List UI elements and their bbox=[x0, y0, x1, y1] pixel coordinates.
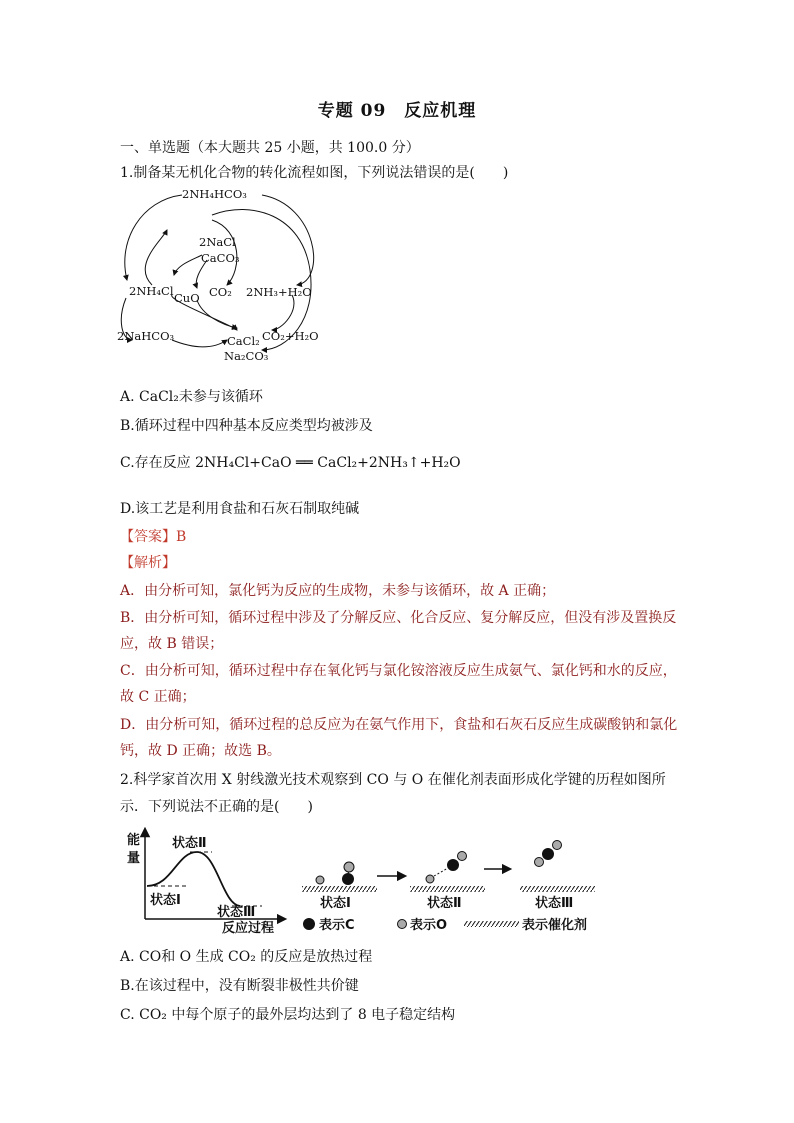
label-nh4hco3: 2NH₄HCO₃ bbox=[182, 187, 247, 201]
label-co2-h2o: CO₂+H₂O bbox=[262, 329, 319, 343]
q1-answer: 【答案】B bbox=[120, 529, 187, 545]
legend-c-label: 表示C bbox=[319, 918, 355, 933]
q1-analysis-line: 钙，故 D 正确；故选 B。 bbox=[120, 743, 281, 759]
catalyst-surface bbox=[302, 886, 377, 892]
y-axis-label-part1: 能 bbox=[127, 833, 141, 848]
q1-analysis-label: 【解析】 bbox=[120, 555, 176, 571]
label-caco3: CaCO₃ bbox=[201, 251, 240, 265]
q2-option-b: B.在该过程中，没有断裂非极性共价键 bbox=[120, 978, 359, 994]
q1-analysis-line: 故 C 正确； bbox=[120, 689, 196, 705]
label-na2co3: Na₂CO₃ bbox=[224, 349, 269, 363]
section-heading: 一、单选题（本大题共 25 小题，共 100.0 分） bbox=[120, 140, 420, 156]
x-axis-label: 反应过程 bbox=[222, 921, 275, 936]
q2-stem-line: 2.科学家首次用 X 射线激光技术观察到 CO 与 O 在催化剂表面形成化学键的历程如图所 bbox=[120, 772, 666, 788]
label-co2: CO₂ bbox=[209, 285, 232, 299]
label-cacl2: CaCl₂ bbox=[227, 334, 260, 348]
legend-carbon-dot bbox=[303, 918, 315, 930]
legend-o-label: 表示O bbox=[410, 918, 448, 933]
label-nh4cl: 2NH₄Cl bbox=[129, 284, 174, 298]
q1-option-d: D.该工艺是利用食盐和石灰石制取纯碱 bbox=[120, 501, 360, 517]
state2-caption: 状态Ⅱ bbox=[427, 896, 462, 911]
q1-analysis-line: C．由分析可知，循环过程中存在氧化钙与氯化铵溶液反应生成氨气、氯化钙和水的反应， bbox=[120, 663, 677, 679]
q1-cycle-diagram bbox=[112, 180, 322, 365]
label-nahco3: 2NaHCO₃ bbox=[117, 329, 175, 343]
legend-catalyst-swatch bbox=[464, 921, 519, 927]
q1-option-c: C.存在反应 2NH₄Cl+CaO ══ CaCl₂+2NH₃↑+H₂O bbox=[120, 455, 461, 471]
q2-option-c: C. CO₂ 中每个原子的最外层均达到了 8 电子稳定结构 bbox=[120, 1007, 456, 1023]
label-nh3-h2o: 2NH₃+H₂O bbox=[246, 285, 312, 299]
catalyst-surface bbox=[410, 886, 485, 892]
y-axis-label-part2: 量 bbox=[127, 851, 141, 866]
legend-catalyst-label: 表示催化剂 bbox=[522, 918, 588, 933]
q1-analysis-line: D．由分析可知，循环过程的总反应为在氨气作用下，食盐和石灰石反应生成碳酸钠和氯化 bbox=[120, 717, 678, 733]
state3-caption: 状态Ⅲ bbox=[535, 896, 574, 911]
q1-option-a: A. CaCl₂未参与该循环 bbox=[120, 389, 263, 405]
q1-option-b: B.循环过程中四种基本反应类型均被涉及 bbox=[120, 418, 373, 434]
legend-oxygen-dot bbox=[398, 920, 407, 929]
state1-caption: 状态Ⅰ bbox=[320, 896, 351, 911]
label-nacl: 2NaCl bbox=[199, 235, 236, 249]
catalyst-surface bbox=[520, 886, 595, 892]
q2-energy-figure bbox=[112, 824, 642, 936]
q2-option-a: A. CO和 O 生成 CO₂ 的反应是放热过程 bbox=[120, 949, 373, 965]
state3-label-energy: 状态Ⅲ bbox=[217, 905, 256, 920]
state2-label: 状态Ⅱ bbox=[172, 836, 207, 851]
q2-stem-line: 示．下列说法不正确的是( ) bbox=[120, 799, 313, 815]
q1-analysis-line: B．由分析可知，循环过程中涉及了分解反应、化合反应、复分解反应，但没有涉及置换反 bbox=[120, 610, 677, 626]
q1-analysis-line: A．由分析可知，氯化钙为反应的生成物，未参与该循环，故 A 正确； bbox=[120, 583, 556, 599]
state1-label: 状态Ⅰ bbox=[150, 893, 181, 908]
page-title: 专题 09 反应机理 bbox=[317, 101, 477, 121]
q1-analysis-line: 应，故 B 错误； bbox=[120, 636, 224, 652]
label-cuo: CuO bbox=[174, 291, 200, 305]
q1-stem: 1.制备某无机化合物的转化流程如图，下列说法错误的是( ) bbox=[120, 165, 509, 181]
